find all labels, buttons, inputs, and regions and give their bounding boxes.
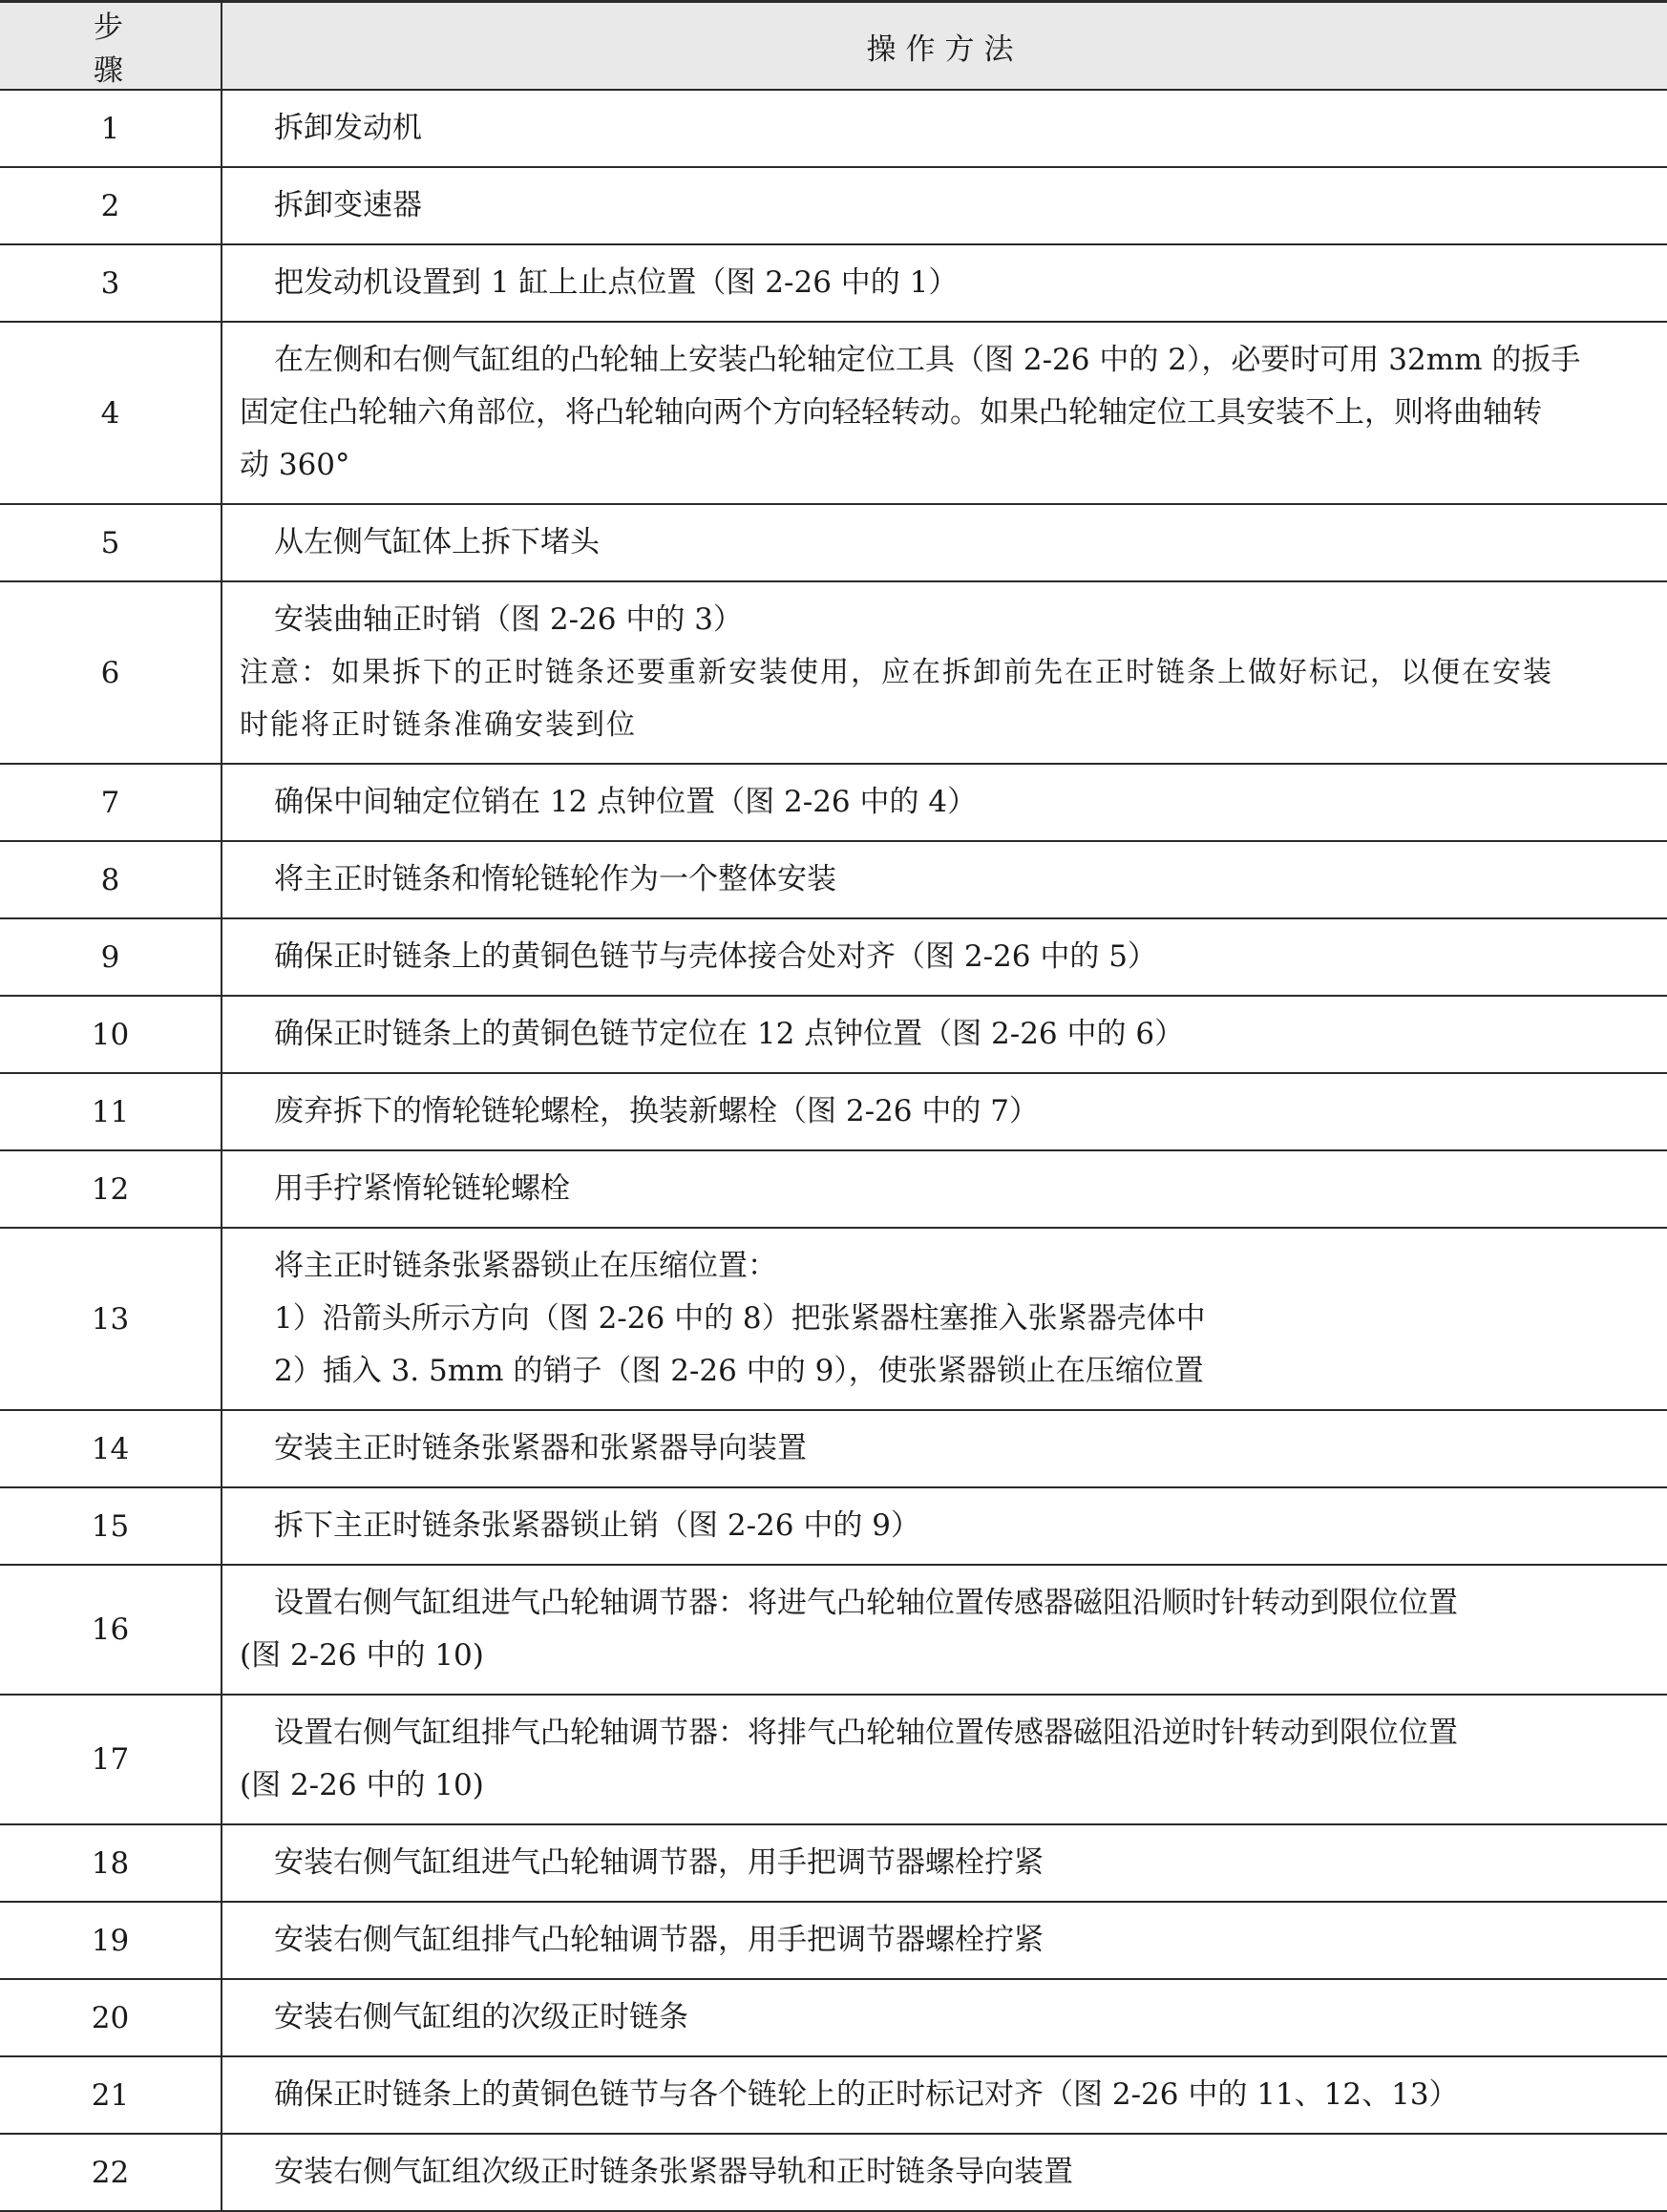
table-row: [0, 322, 1667, 504]
table-row: [0, 90, 1667, 167]
step-method: [222, 1695, 1667, 1824]
step-number: 20: [0, 1979, 222, 2056]
method-line: 确保正时链条上的黄铜色链节定位在 12 点钟位置（图 2-26 中的 6）: [274, 1017, 1185, 1051]
step-method: [222, 90, 1667, 167]
step-method: [222, 1824, 1667, 1902]
step-number: 2: [0, 167, 222, 244]
table-row: [0, 1902, 1667, 1979]
method-line: 废弃拆下的惰轮链轮螺栓，换装新螺栓（图 2-26 中的 7）: [274, 1094, 1039, 1128]
header-method: 操作方法: [222, 2, 1667, 91]
step-number: 12: [0, 1150, 222, 1228]
step-method: [222, 1487, 1667, 1565]
method-line: 在左侧和右侧气缸组的凸轮轴上安装凸轮轴定位工具（图 2-26 中的 2），必要时可用 32mm 的扳手: [274, 343, 1581, 377]
method-line: 时能将正时链条准确安装到位: [240, 708, 637, 742]
step-method: [222, 764, 1667, 841]
table-row: [0, 504, 1667, 581]
table-row: [0, 1073, 1667, 1150]
table-row: [0, 1150, 1667, 1228]
step-method: [222, 1902, 1667, 1979]
table-row: [0, 2134, 1667, 2211]
method-line: 2）插入 3. 5mm 的销子（图 2-26 中的 9），使张紧器锁止在压缩位置: [274, 1354, 1204, 1388]
step-method: [222, 918, 1667, 996]
step-number: 11: [0, 1073, 222, 1150]
step-method: [222, 322, 1667, 504]
table-row: [0, 1979, 1667, 2056]
method-line: 将主正时链条张紧器锁止在压缩位置：: [274, 1249, 777, 1283]
method-line: 固定住凸轮轴六角部位，将凸轮轴向两个方向轻轻转动。如果凸轮轴定位工具安装不上，则将曲轴转: [240, 395, 1542, 430]
method-line: 设置右侧气缸组进气凸轮轴调节器：将进气凸轮轴位置传感器磁阻沿顺时针转动到限位位置: [274, 1586, 1458, 1620]
step-number: 15: [0, 1487, 222, 1565]
table-body: [0, 90, 1667, 2211]
method-line: 安装右侧气缸组进气凸轮轴调节器，用手把调节器螺栓拧紧: [274, 1845, 1044, 1880]
method-line: 动 360°: [240, 448, 350, 482]
step-number: 19: [0, 1902, 222, 1979]
method-line: 用手拧紧惰轮链轮螺栓: [274, 1171, 570, 1206]
step-method: [222, 2134, 1667, 2211]
method-line: 安装右侧气缸组次级正时链条张紧器导轨和正时链条导向装置: [274, 2155, 1073, 2189]
step-number: 13: [0, 1228, 222, 1410]
method-line: 安装曲轴正时销（图 2-26 中的 3）: [274, 602, 743, 637]
step-method: [222, 504, 1667, 581]
table-row: [0, 244, 1667, 322]
method-line: 把发动机设置到 1 缸上止点位置（图 2-26 中的 1）: [274, 265, 959, 300]
table-row: [0, 1410, 1667, 1487]
method-line: 确保正时链条上的黄铜色链节与壳体接合处对齐（图 2-26 中的 5）: [274, 939, 1157, 974]
method-line: 注意：如果拆下的正时链条还要重新安装使用，应在拆卸前先在正时链条上做好标记，以便在安装: [240, 656, 1553, 689]
method-line: 安装右侧气缸组排气凸轮轴调节器，用手把调节器螺栓拧紧: [274, 1923, 1044, 1957]
table-row: [0, 1565, 1667, 1695]
method-line: 确保正时链条上的黄铜色链节与各个链轮上的正时标记对齐（图 2-26 中的 11、12、13）: [274, 2077, 1459, 2112]
step-method: [222, 2056, 1667, 2134]
table-row: [0, 581, 1667, 764]
step-number: 5: [0, 504, 222, 581]
step-number: 9: [0, 918, 222, 996]
table-row: [0, 167, 1667, 244]
header-row: [0, 2, 1667, 91]
step-number: 14: [0, 1410, 222, 1487]
step-method: [222, 1410, 1667, 1487]
step-method: [222, 1228, 1667, 1410]
table-row: [0, 996, 1667, 1073]
step-method: [222, 167, 1667, 244]
method-line: 拆卸发动机: [274, 111, 422, 145]
method-line: (图 2-26 中的 10): [240, 1768, 484, 1802]
method-line: 安装右侧气缸组的次级正时链条: [274, 2000, 688, 2034]
step-number: 1: [0, 90, 222, 167]
method-line: 安装主正时链条张紧器和张紧器导向装置: [274, 1431, 807, 1465]
table-row: [0, 764, 1667, 841]
step-number: 21: [0, 2056, 222, 2134]
step-method: [222, 581, 1667, 764]
table-row: [0, 918, 1667, 996]
step-method: [222, 244, 1667, 322]
step-number: 7: [0, 764, 222, 841]
method-line: 1）沿箭头所示方向（图 2-26 中的 8）把张紧器柱塞推入张紧器壳体中: [274, 1301, 1206, 1336]
step-method: [222, 1073, 1667, 1150]
method-line: (图 2-26 中的 10): [240, 1638, 484, 1673]
header-step: 步骤: [0, 2, 222, 91]
table-row: [0, 1695, 1667, 1824]
step-number: 16: [0, 1565, 222, 1695]
table-row: [0, 2056, 1667, 2134]
method-line: 拆下主正时链条张紧器锁止销（图 2-26 中的 9）: [274, 1508, 920, 1543]
step-number: 6: [0, 581, 222, 764]
table-row: [0, 1228, 1667, 1410]
step-method: [222, 1565, 1667, 1695]
step-number: 4: [0, 322, 222, 504]
step-number: 18: [0, 1824, 222, 1902]
step-number: 10: [0, 996, 222, 1073]
step-number: 17: [0, 1695, 222, 1824]
table-row: [0, 1824, 1667, 1902]
step-number: 3: [0, 244, 222, 322]
method-line: 设置右侧气缸组排气凸轮轴调节器：将排气凸轮轴位置传感器磁阻沿逆时针转动到限位位置: [274, 1716, 1458, 1750]
table-row: [0, 841, 1667, 918]
step-method: [222, 841, 1667, 918]
method-line: 确保中间轴定位销在 12 点钟位置（图 2-26 中的 4）: [274, 785, 978, 819]
step-number: 8: [0, 841, 222, 918]
step-method: [222, 996, 1667, 1073]
step-number: 22: [0, 2134, 222, 2211]
table-row: [0, 1487, 1667, 1565]
method-line: 将主正时链条和惰轮链轮作为一个整体安装: [274, 862, 836, 896]
method-line: 拆卸变速器: [274, 188, 422, 222]
method-line: 从左侧气缸体上拆下堵头: [274, 525, 600, 559]
step-method: [222, 1150, 1667, 1228]
step-method: [222, 1979, 1667, 2056]
